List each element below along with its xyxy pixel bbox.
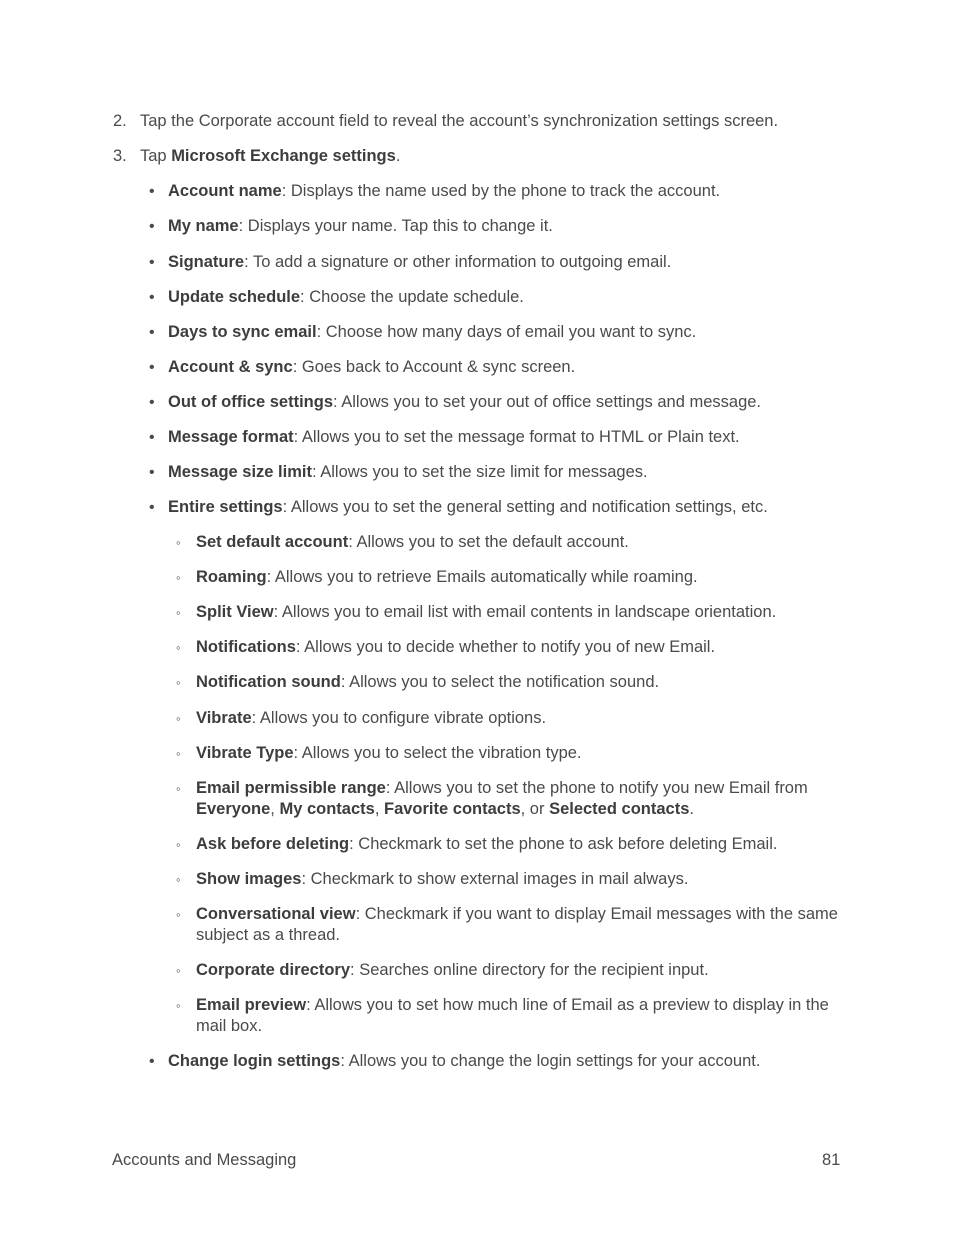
hollow-bullet-icon: ◦: [176, 746, 181, 761]
bullet-icon: •: [149, 183, 155, 200]
hollow-bullet-icon: ◦: [176, 872, 181, 887]
hollow-bullet-icon: ◦: [176, 570, 181, 585]
hollow-bullet-icon: ◦: [176, 781, 181, 796]
list-item-text: My name: Displays your name. Tap this to change it.: [168, 217, 553, 235]
list-item-text: Email preview: Allows you to set how much line of Email as a preview to display in the mail box.: [196, 996, 829, 1035]
bullet-icon: •: [149, 289, 155, 306]
hollow-bullet-icon: ◦: [176, 998, 181, 1013]
list-item-text: Update schedule: Choose the update schedule.: [168, 288, 524, 306]
bullet-icon: •: [149, 218, 155, 235]
list-item-text: Ask before deleting: Checkmark to set the phone to ask before deleting Email.: [196, 835, 778, 853]
bullet-icon: •: [149, 324, 155, 341]
list-item-text: Email permissible range: Allows you to set the phone to notify you new Email from Everyone, My contacts, Favorite contacts, or Selected contacts.: [196, 779, 808, 818]
step-text: Tap the Corporate account field to reveal the account’s synchronization settings screen.: [140, 112, 779, 130]
list-item-text: Account name: Displays the name used by the phone to track the account.: [168, 182, 721, 200]
list-item-text: Split View: Allows you to email list with email contents in landscape orientation.: [196, 603, 777, 621]
bullet-icon: •: [149, 1053, 155, 1070]
hollow-bullet-icon: ◦: [176, 711, 181, 726]
bullet-icon: •: [149, 464, 155, 481]
hollow-bullet-icon: ◦: [176, 675, 181, 690]
list-item-text: Message size limit: Allows you to set the size limit for messages.: [168, 463, 648, 481]
hollow-bullet-icon: ◦: [176, 640, 181, 655]
list-item-text: Account & sync: Goes back to Account & sync screen.: [168, 358, 576, 376]
step-number: 2.: [113, 112, 127, 130]
list-item-text: Conversational view: Checkmark if you want to display Email messages with the same subject as a thread.: [196, 905, 838, 944]
bullet-icon: •: [149, 499, 155, 516]
hollow-bullet-icon: ◦: [176, 963, 181, 978]
bullet-icon: •: [149, 394, 155, 411]
step-number: 3.: [113, 147, 127, 165]
list-item-text: Roaming: Allows you to retrieve Emails automatically while roaming.: [196, 568, 698, 586]
hollow-bullet-icon: ◦: [176, 837, 181, 852]
bullet-icon: •: [149, 254, 155, 271]
hollow-bullet-icon: ◦: [176, 535, 181, 550]
bullet-icon: •: [149, 359, 155, 376]
step-text: Tap Microsoft Exchange settings.: [140, 147, 401, 165]
list-item-text: Corporate directory: Searches online directory for the recipient input.: [196, 961, 709, 979]
list-item-text: Change login settings: Allows you to change the login settings for your account.: [168, 1052, 761, 1070]
bullet-icon: •: [149, 429, 155, 446]
list-item-text: Vibrate: Allows you to configure vibrate options.: [196, 709, 547, 727]
list-item-text: Entire settings: Allows you to set the general setting and notification settings, etc.: [168, 498, 768, 516]
list-item-text: Show images: Checkmark to show external images in mail always.: [196, 870, 689, 888]
footer-section-title: Accounts and Messaging: [112, 1151, 297, 1169]
page-number: 81: [822, 1151, 841, 1169]
list-item-text: Message format: Allows you to set the message format to HTML or Plain text.: [168, 428, 740, 446]
list-item-text: Notification sound: Allows you to select the notification sound.: [196, 673, 660, 691]
hollow-bullet-icon: ◦: [176, 605, 181, 620]
list-item-text: Vibrate Type: Allows you to select the vibration type.: [196, 744, 582, 762]
list-item-text: Signature: To add a signature or other information to outgoing email.: [168, 253, 672, 271]
list-item-text: Days to sync email: Choose how many days of email you want to sync.: [168, 323, 697, 341]
hollow-bullet-icon: ◦: [176, 907, 181, 922]
list-item-text: Notifications: Allows you to decide whether to notify you of new Email.: [196, 638, 716, 656]
list-item-text: Set default account: Allows you to set the default account.: [196, 533, 629, 551]
list-item-text: Out of office settings: Allows you to set your out of office settings and message.: [168, 393, 762, 411]
